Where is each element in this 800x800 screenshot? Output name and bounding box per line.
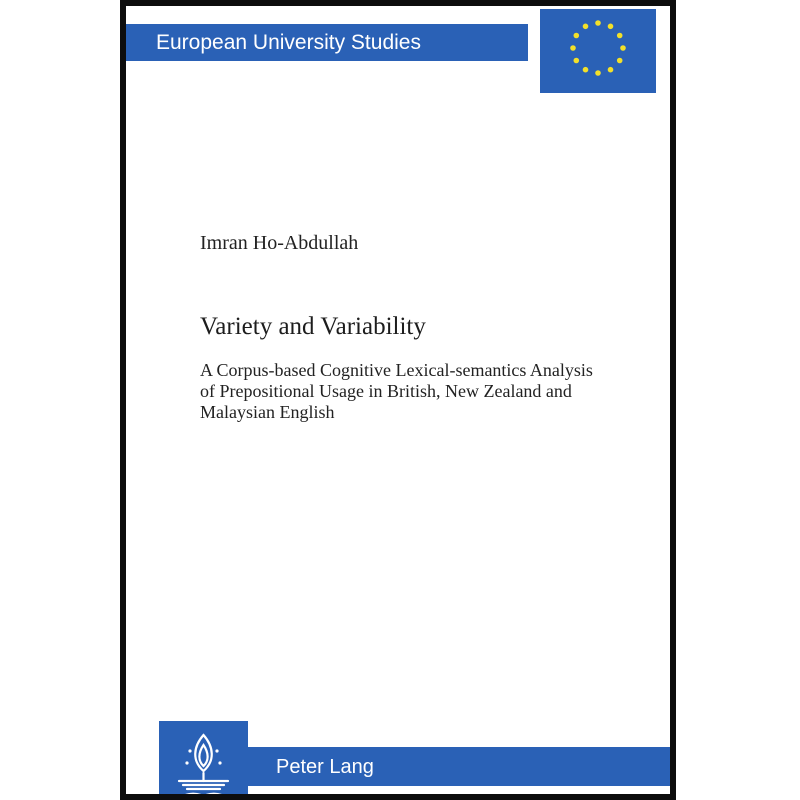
star-icon [617,58,623,64]
eu-star-circle-icon [540,9,656,93]
author-name: Imran Ho-Abdullah [200,232,359,254]
star-icon [608,67,614,73]
book-title: Variety and Variability [200,313,426,340]
eu-flag-icon [540,9,656,93]
star-icon [595,70,601,76]
star-icon [583,24,589,30]
star-icon [574,58,580,64]
star-icon [595,20,601,26]
star-icon [608,24,614,30]
star-icon [574,33,580,39]
book-cover [120,0,676,800]
book-subtitle [200,360,640,423]
series-title: European University Studies [156,31,421,54]
star-icon [583,67,589,73]
star-icon [617,33,623,39]
star-icon [570,45,576,51]
subtitle-line: A Corpus-based Cognitive Lexical-semantics Analysis [200,360,593,380]
peter-lang-logo-icon [159,721,248,800]
publisher-logo-icon [159,721,248,800]
subtitle-line: Malaysian English [200,402,335,422]
subtitle-line: of Prepositional Usage in British, New Zealand and [200,381,572,401]
star-icon [620,45,626,51]
publisher-name: Peter Lang [276,756,374,778]
